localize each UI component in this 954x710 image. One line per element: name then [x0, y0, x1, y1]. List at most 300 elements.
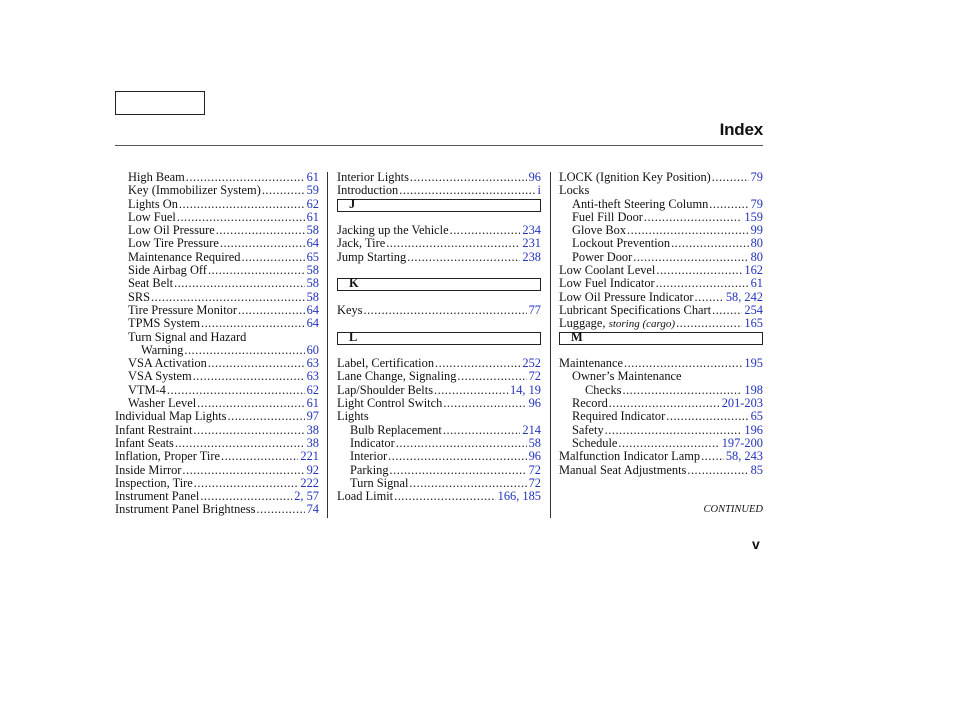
page-reference-link[interactable]: 62 [306, 196, 319, 211]
dot-leader [167, 384, 305, 397]
index-entry [559, 198, 763, 211]
dot-leader [605, 424, 743, 437]
dot-leader [671, 237, 749, 250]
entry-label [115, 437, 174, 450]
dot-leader [644, 211, 742, 224]
dot-leader [262, 184, 305, 197]
page-reference-link[interactable]: i [537, 183, 541, 198]
entry-text: Individual Map Lights [115, 409, 227, 424]
entry-label [559, 304, 711, 317]
entry-text: High Beam [128, 170, 185, 184]
index-entry [559, 317, 763, 330]
index-entry [559, 357, 763, 370]
page-reference-link[interactable]: 61 [306, 170, 319, 184]
entry-label [350, 450, 387, 463]
dot-leader [208, 264, 305, 277]
entry-text: Load Limit [337, 489, 394, 504]
entry-text: Anti-theft Steering Column [572, 196, 709, 211]
entry-text: Indicator [350, 435, 395, 450]
index-entry [115, 251, 319, 264]
page-reference-link[interactable]: 162 [744, 263, 763, 278]
entry-text: Instrument Panel [115, 489, 200, 504]
page-reference-link[interactable]: 99 [750, 223, 763, 238]
page-reference-link[interactable]: 58, 243 [725, 449, 763, 464]
index-entry [337, 397, 541, 410]
index-entry [115, 317, 319, 330]
page-reference-link[interactable]: 58 [306, 276, 319, 291]
index-entry [115, 397, 319, 410]
index-column-1 [115, 171, 319, 517]
dot-leader [193, 370, 305, 383]
page-reference-link[interactable]: 80 [750, 236, 763, 251]
index-entry [337, 224, 541, 237]
index-column-3 [559, 171, 763, 477]
dot-leader [386, 237, 520, 250]
entry-text: Locks [559, 183, 590, 198]
entry-text: Infant Seats [115, 435, 174, 450]
entry-label [128, 224, 215, 237]
entry-label [128, 331, 246, 344]
dot-leader [197, 397, 304, 410]
index-entry [559, 437, 763, 450]
dot-leader [609, 397, 720, 410]
page-reference-link[interactable]: 97 [306, 409, 319, 424]
entry-text: Record [572, 396, 608, 411]
page-reference-link[interactable]: 38 [306, 422, 319, 437]
section-letter: J [349, 196, 356, 211]
entry-text: Instrument Panel Brightness [115, 502, 256, 517]
page-title: Index [719, 120, 763, 139]
index-entry [337, 384, 541, 397]
index-entry [115, 464, 319, 477]
index-entry [559, 304, 763, 317]
page-reference-link[interactable]: 96 [528, 396, 541, 411]
dot-leader [151, 291, 305, 304]
page-reference-link[interactable]: 65 [306, 249, 319, 264]
entry-label [128, 198, 178, 211]
section-letter: K [349, 276, 359, 291]
page-reference-link[interactable]: 38 [306, 435, 319, 450]
entry-text: Bulb Replacement [350, 422, 442, 437]
entry-text: Turn Signal and Hazard [128, 329, 247, 344]
entry-text: Maintenance Required [128, 249, 241, 264]
entry-label [337, 171, 409, 184]
index-entry [337, 251, 541, 264]
page-reference-link[interactable]: 77 [528, 302, 541, 317]
index-entry [559, 237, 763, 250]
dot-leader [194, 477, 299, 490]
entry-text: Turn Signal [350, 475, 409, 490]
page-reference-link[interactable]: 96 [528, 170, 541, 184]
dot-leader [443, 397, 526, 410]
entry-label [572, 437, 617, 450]
index-entry [337, 357, 541, 370]
page-reference-link[interactable]: 201-203 [721, 396, 763, 411]
entry-label [115, 410, 227, 423]
entry-label [572, 224, 626, 237]
dot-leader [388, 450, 526, 463]
index-entry [559, 184, 763, 197]
index-entry [115, 490, 319, 503]
dot-leader [435, 357, 520, 370]
dot-leader [184, 344, 304, 357]
entry-label [128, 291, 150, 304]
entry-text: Inspection, Tire [115, 475, 193, 490]
entry-label [337, 357, 434, 370]
page-reference-link[interactable]: 72 [528, 462, 541, 477]
entry-label [115, 477, 193, 490]
entry-label [572, 424, 604, 437]
entry-text: Glove Box [572, 223, 627, 238]
entry-text: Power Door [572, 249, 633, 264]
entry-label [128, 304, 237, 317]
entry-text: Inside Mirror [115, 462, 182, 477]
dot-leader [695, 291, 724, 304]
index-entry [559, 291, 763, 304]
entry-text: TPMS System [128, 316, 200, 331]
page-reference-link[interactable]: 252 [522, 356, 541, 371]
dot-leader [399, 184, 535, 197]
index-entry [337, 184, 541, 197]
page-reference-link[interactable]: 96 [528, 449, 541, 464]
entry-label [128, 211, 176, 224]
index-entry [115, 477, 319, 490]
index-entry [559, 171, 763, 184]
index-entry [115, 437, 319, 450]
dot-leader [656, 277, 749, 290]
entry-label [585, 384, 621, 397]
index-entry [115, 370, 319, 383]
entry-label [572, 370, 682, 383]
index-entry [115, 357, 319, 370]
entry-text: Low Coolant Level [559, 263, 656, 278]
entry-text: Lubricant Specifications Chart [559, 302, 712, 317]
entry-label [128, 251, 241, 264]
entry-label [337, 370, 456, 383]
entry-label [337, 384, 433, 397]
page-reference-link[interactable]: 196 [744, 422, 763, 437]
dot-leader [200, 490, 292, 503]
dot-leader [676, 317, 742, 330]
index-entry [559, 224, 763, 237]
index-entry [115, 503, 319, 516]
page-reference-link[interactable]: 214 [522, 422, 541, 437]
page-reference-link[interactable]: 58 [306, 289, 319, 304]
page-reference-link[interactable]: 58, 242 [725, 289, 763, 304]
dot-leader [712, 304, 742, 317]
dot-leader [410, 171, 527, 184]
spacer [337, 264, 541, 277]
entry-text: Jacking up the Vehicle [337, 223, 449, 238]
entry-label [128, 277, 173, 290]
dot-leader [712, 171, 749, 184]
dot-leader [624, 357, 742, 370]
dot-leader [396, 437, 527, 450]
entry-label [128, 397, 196, 410]
page-reference-link[interactable]: 58 [306, 223, 319, 238]
entry-label [559, 171, 711, 184]
dot-leader [221, 450, 298, 463]
section-header-box [559, 329, 763, 345]
index-entry [559, 464, 763, 477]
page-reference-link[interactable]: 222 [300, 475, 319, 490]
entry-text: Interior Lights [337, 170, 409, 184]
entry-label [337, 251, 406, 264]
page-reference-link[interactable]: 197-200 [721, 435, 763, 450]
index-entry [559, 397, 763, 410]
entry-label [350, 424, 442, 437]
page-reference-link[interactable]: 234 [522, 223, 541, 238]
entry-label [128, 264, 207, 277]
index-entry [115, 237, 319, 250]
page-reference-link[interactable]: 61 [750, 276, 763, 291]
page-reference-link[interactable]: 74 [306, 502, 319, 517]
dot-leader [457, 370, 526, 383]
page-reference-link[interactable]: 61 [306, 396, 319, 411]
page-reference-link[interactable]: 80 [750, 249, 763, 264]
page-reference-link[interactable]: 64 [306, 302, 319, 317]
entry-label [337, 490, 393, 503]
index-entry [115, 344, 319, 357]
entry-label [559, 450, 700, 463]
section-letter-header [337, 331, 541, 344]
entry-text: Label, Certification [337, 356, 435, 371]
entry-label [128, 237, 219, 250]
entry-text: Washer Level [128, 396, 197, 411]
entry-text: Required Indicator [572, 409, 666, 424]
dot-leader [633, 251, 748, 264]
dot-leader [174, 277, 305, 290]
entry-text: Jack, Tire [337, 236, 386, 251]
dot-leader [390, 464, 527, 477]
entry-text: Malfunction Indicator Lamp [559, 449, 701, 464]
page-reference-link[interactable]: 59 [306, 183, 319, 198]
entry-text: Schedule [572, 435, 618, 450]
dot-leader [622, 384, 742, 397]
index-entry [559, 450, 763, 463]
entry-text: Keys [337, 302, 363, 317]
entry-text: Fuel Fill Door [572, 209, 643, 224]
entry-label [350, 464, 389, 477]
page-reference-link[interactable]: 64 [306, 236, 319, 251]
entry-text: Parking [350, 462, 389, 477]
section-letter-header [559, 331, 763, 344]
entry-text: VSA Activation [128, 356, 207, 371]
page-reference-link[interactable]: 2, 57 [294, 489, 319, 504]
entry-label [337, 410, 369, 423]
index-entry [115, 410, 319, 423]
entry-label [572, 410, 665, 423]
page-reference-link[interactable]: 63 [306, 369, 319, 384]
index-entry [115, 384, 319, 397]
dot-leader [363, 304, 526, 317]
index-entry [559, 370, 763, 383]
dot-leader [201, 317, 305, 330]
page-reference-link[interactable]: 231 [522, 236, 541, 251]
index-entry [559, 277, 763, 290]
dot-leader [618, 437, 719, 450]
entry-label [337, 237, 385, 250]
index-entry [337, 424, 541, 437]
page-reference-link[interactable]: 79 [750, 196, 763, 211]
dot-leader [407, 251, 520, 264]
page-reference-link[interactable]: 63 [306, 356, 319, 371]
entry-text: Lights On [128, 196, 178, 211]
entry-text: Low Tire Pressure [128, 236, 219, 251]
index-entry [115, 224, 319, 237]
index-entry [115, 304, 319, 317]
entry-label [350, 477, 408, 490]
index-entry [337, 237, 541, 250]
index-entry [115, 198, 319, 211]
entry-text: Inflation, Proper Tire [115, 449, 220, 464]
index-entry [337, 410, 541, 423]
page-reference-link[interactable]: 58 [306, 263, 319, 278]
dot-leader [256, 503, 304, 516]
index-entry [337, 370, 541, 383]
dot-leader [216, 224, 305, 237]
index-entry [559, 264, 763, 277]
entry-text: Infant Restraint [115, 422, 193, 437]
page-reference-link[interactable]: 221 [300, 449, 319, 464]
entry-text: Seat Belt [128, 276, 174, 291]
dot-leader [687, 464, 748, 477]
dot-leader [182, 464, 304, 477]
index-entry [559, 251, 763, 264]
entry-label [559, 464, 686, 477]
page-reference-link[interactable]: 14, 19 [510, 382, 541, 397]
section-header-box [337, 196, 541, 212]
entry-label [572, 211, 643, 224]
index-entry [115, 277, 319, 290]
dot-leader [450, 224, 521, 237]
page-reference-link[interactable]: 72 [528, 369, 541, 384]
dot-leader [434, 384, 508, 397]
dot-leader [656, 264, 742, 277]
header-rule [115, 145, 763, 146]
page-reference-link[interactable]: 198 [744, 382, 763, 397]
entry-label [128, 370, 192, 383]
entry-text: Low Fuel [128, 209, 176, 224]
header-tab-box [115, 91, 205, 115]
index-entry [337, 171, 541, 184]
index-entry [559, 424, 763, 437]
index-entry [115, 291, 319, 304]
section-letter: M [571, 329, 583, 344]
dot-leader [409, 477, 526, 490]
page-reference-link[interactable]: 72 [528, 475, 541, 490]
index-entry [337, 450, 541, 463]
index-entry [337, 464, 541, 477]
index-entry [115, 184, 319, 197]
entry-label [128, 317, 200, 330]
entry-text: Introduction [337, 183, 399, 198]
page-reference-link[interactable]: 60 [306, 342, 319, 357]
entry-label [559, 277, 655, 290]
entry-label [337, 184, 398, 197]
entry-text: Manual Seat Adjustments [559, 462, 687, 477]
page-number: v [752, 536, 760, 552]
entry-label [128, 384, 166, 397]
page-reference-link[interactable]: 166, 185 [497, 489, 541, 504]
entry-label [350, 437, 395, 450]
entry-label [572, 251, 632, 264]
page-reference-link[interactable]: 254 [744, 302, 763, 317]
dot-leader [228, 410, 305, 423]
section-header-box [337, 278, 541, 291]
entry-text: Light Control Switch [337, 396, 443, 411]
index-column-2 [337, 171, 541, 503]
entry-text: VTM-4 [128, 382, 166, 397]
page-reference-link[interactable]: 79 [750, 170, 763, 184]
dot-leader [220, 237, 305, 250]
entry-label [559, 184, 589, 197]
entry-text: Low Oil Pressure [128, 223, 215, 238]
entry-text: Lap/Shoulder Belts [337, 382, 434, 397]
entry-text: Checks [585, 382, 622, 397]
section-letter-header [337, 198, 541, 211]
page-reference-link[interactable]: 58 [528, 435, 541, 450]
index-entry [559, 384, 763, 397]
page-reference-link[interactable]: 61 [306, 209, 319, 224]
page-reference-link[interactable]: 165 [744, 316, 763, 331]
entry-label [115, 424, 192, 437]
entry-text: Tire Pressure Monitor [128, 302, 237, 317]
entry-label [115, 464, 181, 477]
column-divider [327, 172, 328, 518]
entry-label [128, 357, 207, 370]
index-entry [337, 477, 541, 490]
entry-label [115, 450, 220, 463]
entry-text: LOCK (Ignition Key Position) [559, 170, 711, 184]
entry-label [115, 503, 255, 516]
entry-text: Interior [350, 449, 388, 464]
spacer [337, 211, 541, 224]
index-entry [115, 171, 319, 184]
entry-label [559, 264, 655, 277]
entry-text: Luggage, [559, 316, 606, 331]
entry-text: Maintenance [559, 356, 623, 371]
dot-leader [394, 490, 496, 503]
page-reference-link[interactable]: 159 [744, 209, 763, 224]
spacer [337, 344, 541, 357]
dot-leader [186, 171, 305, 184]
page-reference-link[interactable]: 62 [306, 382, 319, 397]
dot-leader [701, 450, 724, 463]
page-reference-link[interactable]: 64 [306, 316, 319, 331]
entry-label [141, 344, 183, 357]
page-reference-link[interactable]: 238 [522, 249, 541, 264]
page-reference-link[interactable]: 65 [750, 409, 763, 424]
dot-leader [193, 424, 304, 437]
page-reference-link[interactable]: 92 [306, 462, 319, 477]
column-divider [550, 172, 551, 518]
dot-leader [443, 424, 521, 437]
page-reference-link[interactable]: 85 [750, 462, 763, 477]
section-letter: L [349, 329, 358, 344]
entry-label [337, 224, 449, 237]
index-entry [115, 211, 319, 224]
entry-text: Key (Immobilizer System) [128, 183, 261, 198]
entry-text: Lane Change, Signaling [337, 369, 457, 384]
dot-leader [242, 251, 305, 264]
entry-text: Lights [337, 409, 369, 424]
index-entry [337, 490, 541, 503]
continued-note: CONTINUED [703, 504, 763, 515]
dot-leader [666, 410, 748, 423]
page-reference-link[interactable]: 195 [744, 356, 763, 371]
entry-label [115, 490, 199, 503]
